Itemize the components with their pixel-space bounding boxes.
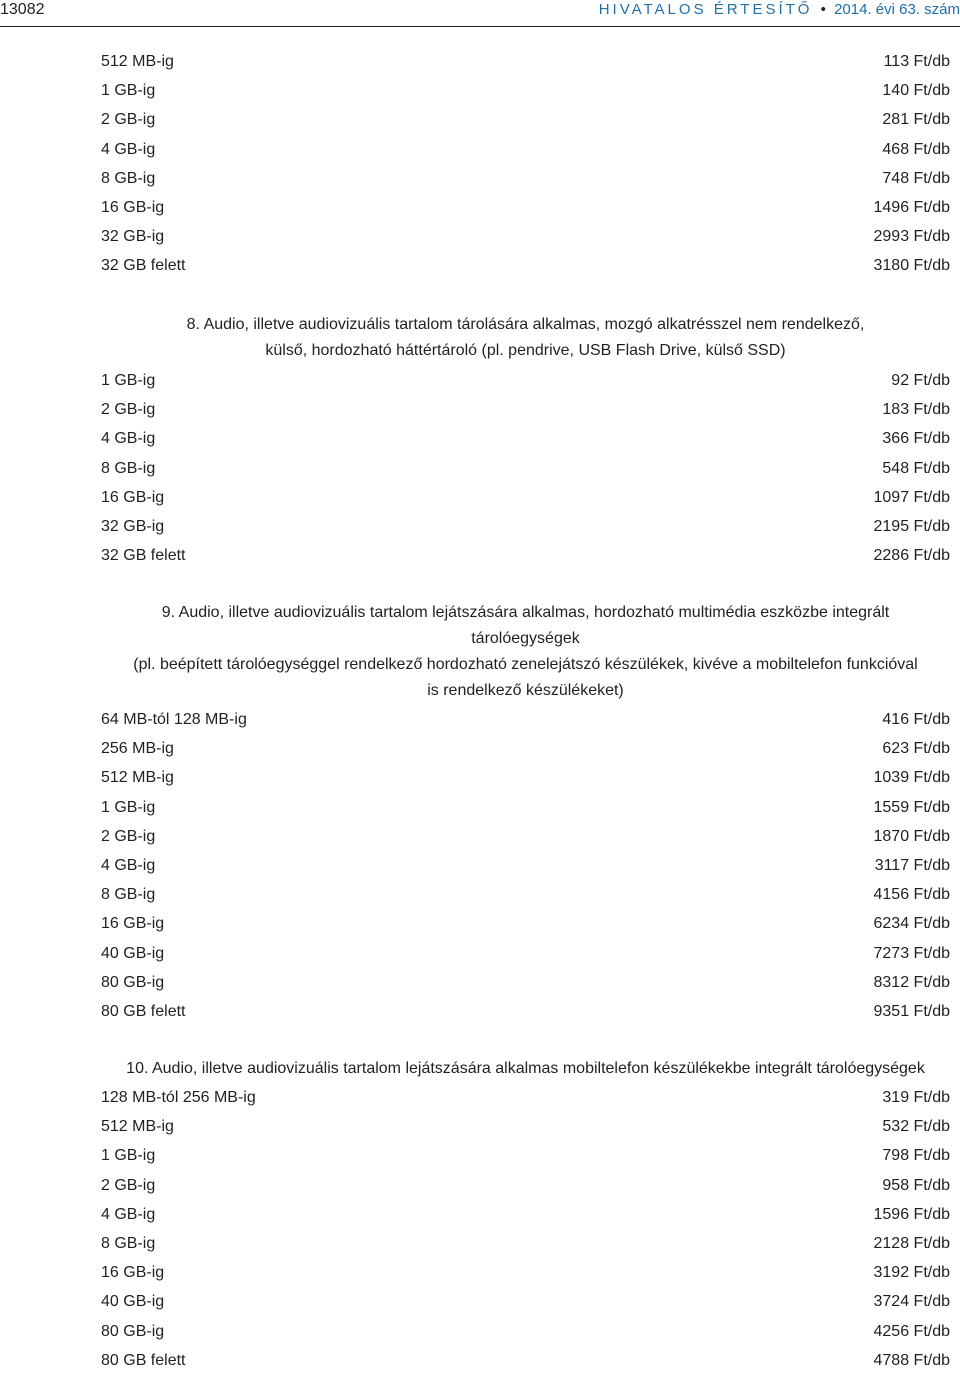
heading-line: 8. Audio, illetve audiovizuális tartalom tárolására alkalmas, mozgó alkatrésszel nem rendelkező, (186, 316, 865, 333)
journal-title: HIVATALOS ÉRTESÍTŐ (598, 1, 813, 18)
capacity-label: 8 GB-ig (101, 459, 156, 477)
price-value: 2195 Ft/db (873, 517, 950, 535)
price-value: 3117 Ft/db (874, 856, 950, 874)
table-row (101, 105, 950, 134)
capacity-label: 512 MB-ig (101, 53, 174, 70)
capacity-label: 80 GB-ig (101, 973, 165, 991)
table-row (101, 793, 950, 822)
capacity-label: 2 GB-ig (101, 111, 156, 129)
table-row (101, 1200, 950, 1229)
price-list-continued (101, 47, 950, 281)
price-value: 1097 Ft/db (873, 488, 950, 506)
price-value: 8312 Ft/db (873, 973, 950, 991)
price-value: 7273 Ft/db (873, 944, 950, 962)
price-value: 1870 Ft/db (873, 827, 950, 845)
capacity-label: 8 GB-ig (101, 1234, 156, 1252)
capacity-label: 16 GB-ig (101, 915, 165, 933)
price-value: 2993 Ft/db (873, 228, 950, 246)
price-value: 4156 Ft/db (873, 886, 950, 904)
capacity-label: 2 GB-ig (101, 1176, 156, 1194)
section-10-heading (101, 1056, 950, 1082)
price-value: 1496 Ft/db (873, 198, 950, 216)
separator-bullet: • (820, 1, 826, 18)
price-value: 4788 Ft/db (873, 1351, 950, 1369)
price-value: 1559 Ft/db (873, 798, 950, 816)
price-value: 3180 Ft/db (873, 257, 950, 275)
table-row (101, 997, 950, 1026)
heading-line: külső, hordozható háttértároló (pl. pendrive, USB Flash Drive, külső SSD) (265, 342, 786, 359)
capacity-label: 8 GB-ig (101, 169, 156, 187)
capacity-label: 40 GB-ig (101, 944, 165, 962)
table-row (101, 1258, 950, 1287)
price-value: 366 Ft/db (882, 430, 950, 448)
table-row (101, 483, 950, 512)
table-row (101, 76, 950, 105)
price-value: 3724 Ft/db (873, 1293, 950, 1311)
heading-line: 9. Audio, illetve audiovizuális tartalom lejátszására alkalmas, hordozható multimédia eszközbe integrált (161, 604, 890, 621)
price-value: 748 Ft/db (882, 169, 950, 187)
price-value: 1596 Ft/db (873, 1205, 950, 1223)
capacity-label: 4 GB-ig (101, 1205, 156, 1223)
capacity-label: 2 GB-ig (101, 827, 156, 845)
heading-line: 10. Audio, illetve audiovizuális tartalom lejátszására alkalmas mobiltelefon készülékekbe integrált tárolóegységek (126, 1060, 925, 1077)
capacity-label: 2 GB-ig (101, 401, 156, 419)
capacity-label: 80 GB felett (101, 1002, 186, 1020)
capacity-label: 32 GB felett (101, 547, 186, 565)
capacity-label: 1 GB-ig (101, 372, 156, 389)
price-value: 3192 Ft/db (873, 1264, 950, 1282)
table-row (101, 251, 950, 280)
price-value: 623 Ft/db (882, 740, 950, 758)
capacity-label: 1 GB-ig (101, 82, 156, 100)
price-value: 92 Ft/db (891, 372, 950, 389)
capacity-label: 1 GB-ig (101, 798, 156, 816)
page-header (0, 0, 960, 27)
issue-label: 2014. évi 63. szám (834, 1, 960, 18)
table-row (101, 1287, 950, 1316)
table-row (101, 424, 950, 453)
price-value: 319 Ft/db (882, 1089, 950, 1106)
price-value: 140 Ft/db (882, 82, 950, 100)
table-row (101, 880, 950, 909)
capacity-label: 1 GB-ig (101, 1147, 156, 1165)
capacity-label: 40 GB-ig (101, 1293, 165, 1311)
table-row (101, 366, 950, 395)
capacity-label: 4 GB-ig (101, 430, 156, 448)
capacity-label: 32 GB-ig (101, 228, 165, 246)
price-value: 1039 Ft/db (873, 769, 950, 787)
price-value: 183 Ft/db (882, 401, 950, 419)
price-value: 2286 Ft/db (873, 547, 950, 565)
table-row (101, 1346, 950, 1375)
table-row (101, 763, 950, 792)
table-row (101, 135, 950, 164)
capacity-label: 80 GB felett (101, 1351, 186, 1369)
capacity-label: 16 GB-ig (101, 488, 165, 506)
table-row (101, 164, 950, 193)
capacity-label: 32 GB-ig (101, 517, 165, 535)
table-row (101, 1112, 950, 1141)
table-row (101, 1317, 950, 1346)
price-value: 4256 Ft/db (873, 1322, 950, 1340)
capacity-label: 4 GB-ig (101, 140, 156, 158)
capacity-label: 512 MB-ig (101, 769, 174, 787)
price-value: 9351 Ft/db (873, 1002, 950, 1020)
price-value: 113 Ft/db (883, 53, 950, 70)
table-row (101, 939, 950, 968)
capacity-label: 512 MB-ig (101, 1118, 174, 1136)
price-value: 468 Ft/db (882, 140, 950, 158)
table-row (101, 454, 950, 483)
table-row (101, 705, 950, 734)
table-row (101, 47, 950, 76)
table-row (101, 1141, 950, 1170)
heading-line: tárolóegységek (471, 630, 580, 647)
heading-line: (pl. beépített tárolóegységgel rendelkező hordozható zenelejátszó készülékek, kivéve a mobiltelefon funkcióval (133, 656, 918, 673)
capacity-label: 4 GB-ig (101, 856, 156, 874)
price-value: 6234 Ft/db (873, 915, 950, 933)
capacity-label: 32 GB felett (101, 257, 186, 275)
capacity-label: 8 GB-ig (101, 886, 156, 904)
capacity-label: 256 MB-ig (101, 740, 174, 758)
section-8-price-list (101, 366, 950, 570)
section-9-price-list (101, 705, 950, 1026)
price-value: 2128 Ft/db (873, 1234, 950, 1252)
table-row (101, 193, 950, 222)
capacity-label: 16 GB-ig (101, 198, 165, 216)
table-row (101, 822, 950, 851)
section-9-heading (101, 600, 950, 704)
section-8-heading (101, 312, 950, 364)
price-value: 958 Ft/db (882, 1176, 950, 1194)
table-row (101, 512, 950, 541)
price-value: 548 Ft/db (882, 459, 950, 477)
table-row (101, 541, 950, 570)
section-10-price-list (101, 1083, 950, 1375)
table-row (101, 1171, 950, 1200)
price-value: 416 Ft/db (882, 711, 950, 728)
capacity-label: 16 GB-ig (101, 1264, 165, 1282)
table-row (101, 968, 950, 997)
capacity-label: 64 MB-tól 128 MB-ig (101, 711, 247, 728)
journal-info (599, 1, 960, 18)
price-value: 798 Ft/db (882, 1147, 950, 1165)
price-value: 532 Ft/db (882, 1118, 950, 1136)
table-row (101, 222, 950, 251)
capacity-label: 128 MB-tól 256 MB-ig (101, 1089, 256, 1106)
table-row (101, 851, 950, 880)
capacity-label: 80 GB-ig (101, 1322, 165, 1340)
table-row (101, 1229, 950, 1258)
table-row (101, 395, 950, 424)
page-number: 13082 (0, 1, 45, 18)
table-row (101, 1083, 950, 1112)
table-row (101, 734, 950, 763)
heading-line: is rendelkező készülékeket) (427, 682, 624, 699)
table-row (101, 909, 950, 938)
price-value: 281 Ft/db (882, 111, 950, 129)
